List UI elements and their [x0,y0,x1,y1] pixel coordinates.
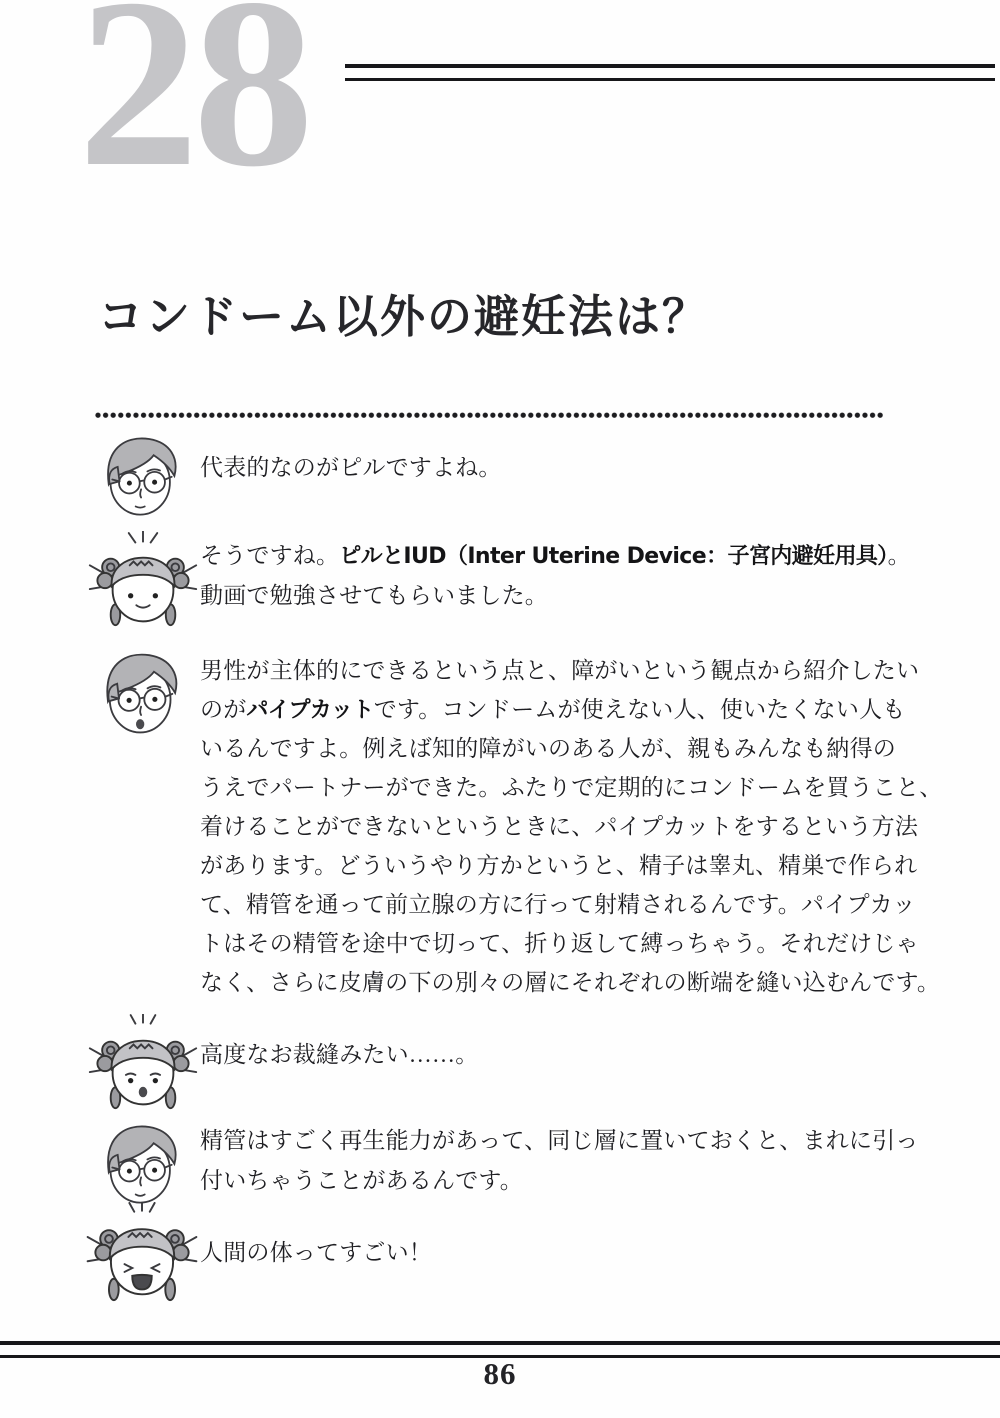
student-avatar-icon [83,1202,201,1309]
paragraph-line: うえでパートナーができた。ふたりで定期的にコンドームを買うこと、 [200,775,943,800]
student-avatar-icon [86,1014,200,1119]
dialogue-line: 人間の体ってすごい！ [200,1240,432,1265]
paragraph-line: 男性が主体的にできるという点と、障がいという観点から紹介したい [200,658,920,683]
top-double-rule [345,64,995,81]
page-title: コンドーム以外の避妊法は？ [98,292,710,342]
page-number: 86 [483,1356,517,1391]
paragraph-line: て、精管を通って前立腺の方に行って射精されるんです。パイプカッ [200,892,916,917]
paragraph-line: があります。どういうやり方かというと、精子は睾丸、精巣で作られ [200,853,918,878]
dialogue-line: 高度なお裁縫みたい……。 [200,1042,479,1067]
student-avatar-icon [86,531,200,636]
paragraph-line: のがパイプカットです。コンドームが使えない人、使いたくない人も [200,697,906,723]
dialogue-line: 動画で勉強させてもらいました。 [200,583,548,608]
teacher-avatar-icon [96,430,188,525]
dialogue-line: 代表的なのがピルですよね。 [200,455,502,480]
paragraph-line: トはその精管を途中で切って、折り返して縛っちゃう。それだけじゃ [200,931,919,956]
chapter-number: 28 [78,0,308,217]
paragraph-line: 着けることができないというときに、パイプカットをするという方法 [200,814,919,839]
bold-term: パイプカット [246,698,374,723]
dialogue-line: 付いちゃうことがあるんです。 [200,1168,523,1193]
bold-term: ピルとIUD（Inter Uterine Device：子宮内避妊用具） [339,544,888,569]
teacher-avatar-icon [96,646,188,743]
dialogue-line: そうですね。ピルとIUD（Inter Uterine Device：子宮内避妊用具）。 [200,543,911,569]
dialogue-line: 精管はすごく再生能力があって、同じ層に置いておくと、まれに引っ [200,1128,919,1153]
teacher-avatar-icon [96,1118,188,1213]
paragraph-line: いるんですよ。例えば知的障がいのある人が、親もみんなも納得の [200,736,896,761]
paragraph-line: なく、さらに皮膚の下の別々の層にそれぞれの断端を縫い込むんです。 [200,970,941,995]
dotted-separator [95,412,883,419]
